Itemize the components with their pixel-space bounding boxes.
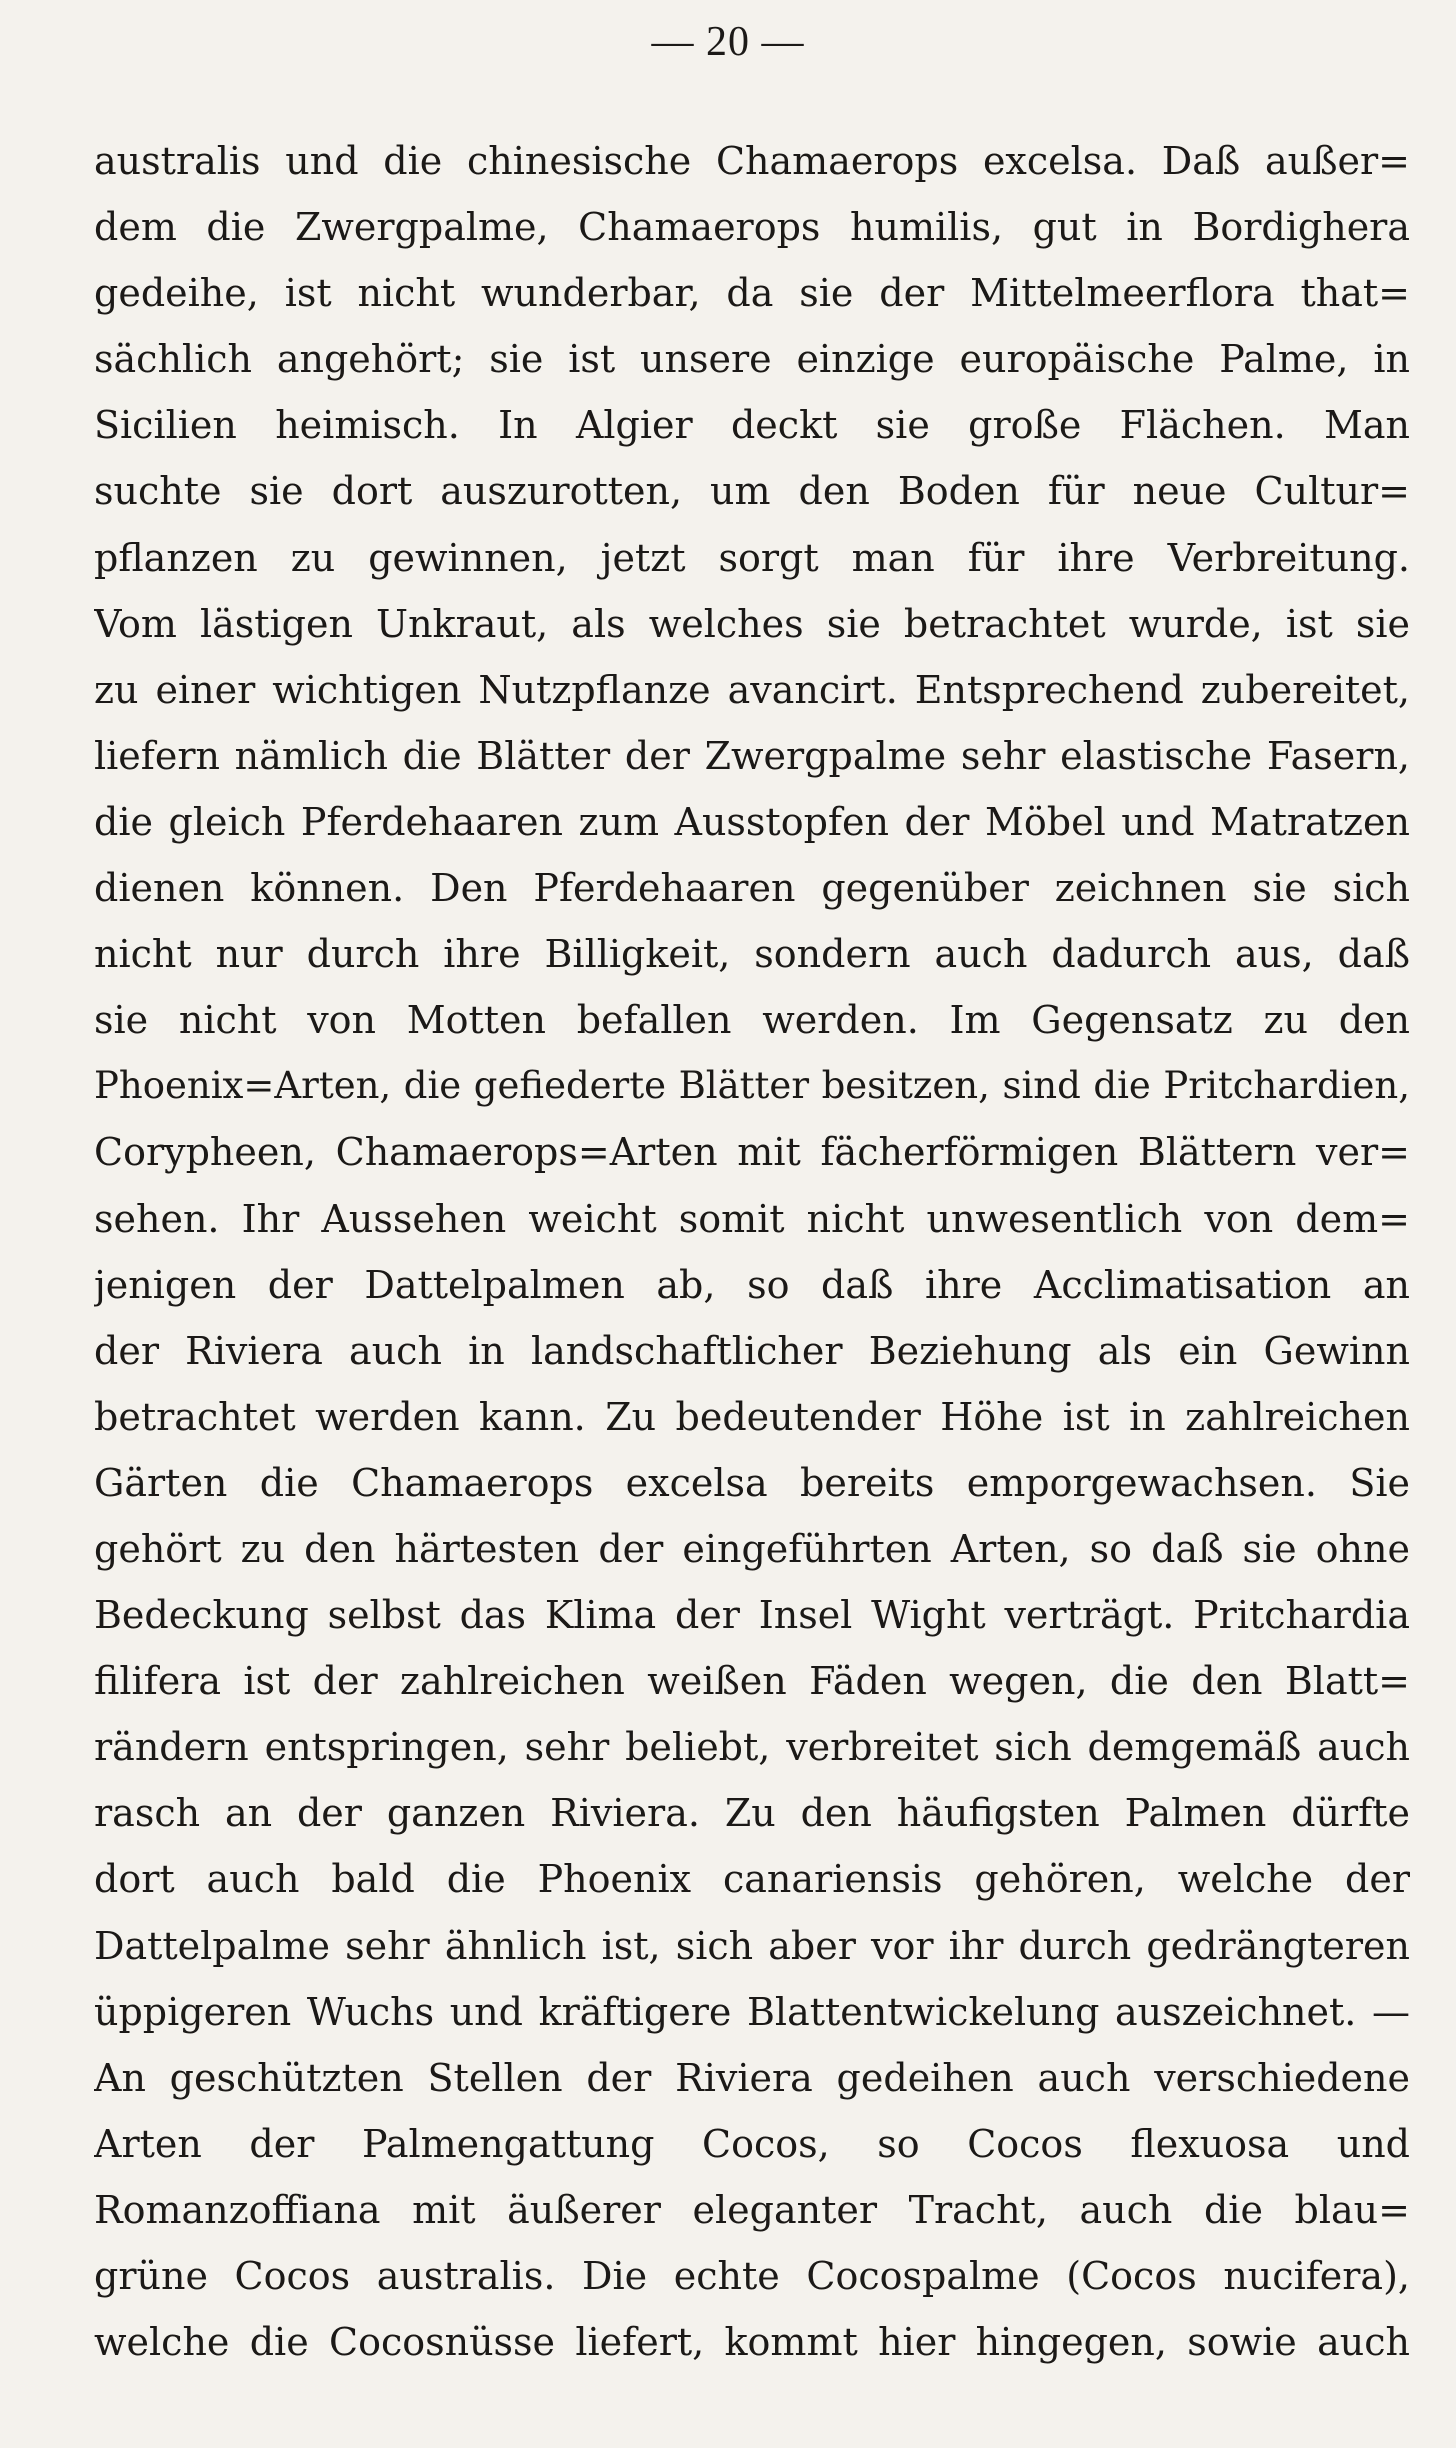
text-line: üppigeren Wuchs und kräftigere Blattentwickelung auszeichnet. — (94, 1989, 1410, 2034)
text-line: Bedeckung selbst das Klima der Insel Wight verträgt. Pritchardia (94, 1593, 1410, 1638)
text-line: liefern nämlich die Blätter der Zwergpalme sehr elastische Fasern, (94, 733, 1410, 778)
text-line: sie nicht von Motten befallen werden. Im Gegensatz zu den (94, 998, 1410, 1043)
text-line: Corypheen, Chamaerops=Arten mit fächerförmigen Blättern ver= (94, 1130, 1410, 1175)
text-line: zu einer wichtigen Nutzpflanze avancirt. Entsprechend zubereitet, (94, 667, 1410, 712)
text-line: sehen. Ihr Aussehen weicht somit nicht unwesentlich von dem= (94, 1196, 1410, 1241)
text-line: dem die Zwergpalme, Chamaerops humilis, gut in Bordighera (94, 205, 1410, 250)
text-line: An geschützten Stellen der Riviera gedeihen auch verschiedene (94, 2055, 1410, 2100)
text-line: welche die Cocosnüsse liefert, kommt hier hingegen, sowie auch (94, 2320, 1410, 2365)
text-line: sächlich angehört; sie ist unsere einzige europäische Palme, in (94, 337, 1410, 382)
text-line: rändern entspringen, sehr beliebt, verbreitet sich demgemäß auch (94, 1725, 1410, 1770)
text-line: rasch an der ganzen Riviera. Zu den häufigsten Palmen dürfte (94, 1791, 1410, 1836)
text-line: Phoenix=Arten, die gefiederte Blätter besitzen, sind die Pritchardien, (94, 1064, 1410, 1108)
text-line: dienen können. Den Pferdehaaren gegenüber zeichnen sie sich (94, 866, 1410, 911)
text-line: dort auch bald die Phoenix canariensis gehören, welche der (94, 1857, 1410, 1902)
text-line: australis und die chinesische Chamaerops excelsa. Daß außer= (94, 139, 1410, 183)
text-line: pflanzen zu gewinnen, jetzt sorgt man für ihre Verbreitung. (94, 535, 1410, 580)
text-line: Vom lästigen Unkraut, als welches sie betrachtet wurde, ist sie (94, 601, 1410, 646)
body-text (94, 128, 1410, 2375)
text-line: Romanzoffiana mit äußerer eleganter Tracht, auch die blau= (94, 2187, 1410, 2232)
text-line: filifera ist der zahlreichen weißen Fäden wegen, die den Blatt= (94, 1659, 1410, 1704)
text-line: Dattelpalme sehr ähnlich ist, sich aber vor ihr durch gedrängteren (94, 1923, 1410, 1968)
text-line: nicht nur durch ihre Billigkeit, sondern auch dadurch aus, daß (94, 932, 1410, 977)
text-line: Gärten die Chamaerops excelsa bereits emporgewachsen. Sie (94, 1460, 1410, 1505)
text-line: jenigen der Dattelpalmen ab, so daß ihre Acclimatisation an (94, 1262, 1410, 1307)
text-line: Arten der Palmengattung Cocos, so Cocos flexuosa und (94, 2121, 1410, 2166)
page-number: — 20 — (651, 19, 805, 65)
text-line: die gleich Pferdehaaren zum Ausstopfen der Möbel und Matratzen (94, 799, 1410, 844)
text-line: gedeihe, ist nicht wunderbar, da sie der Mittelmeerflora that= (94, 271, 1410, 316)
text-line: gehört zu den härtesten der eingeführten Arten, so daß sie ohne (94, 1526, 1410, 1571)
text-line: Sicilien heimisch. In Algier deckt sie große Flächen. Man (94, 403, 1410, 448)
text-line: grüne Cocos australis. Die echte Cocospalme (Cocos nucifera), (94, 2254, 1410, 2298)
text-line: betrachtet werden kann. Zu bedeutender Höhe ist in zahlreichen (94, 1394, 1410, 1439)
text-line: der Riviera auch in landschaftlicher Beziehung als ein Gewinn (94, 1328, 1410, 1373)
text-line: suchte sie dort auszurotten, um den Boden für neue Cultur= (94, 469, 1410, 514)
